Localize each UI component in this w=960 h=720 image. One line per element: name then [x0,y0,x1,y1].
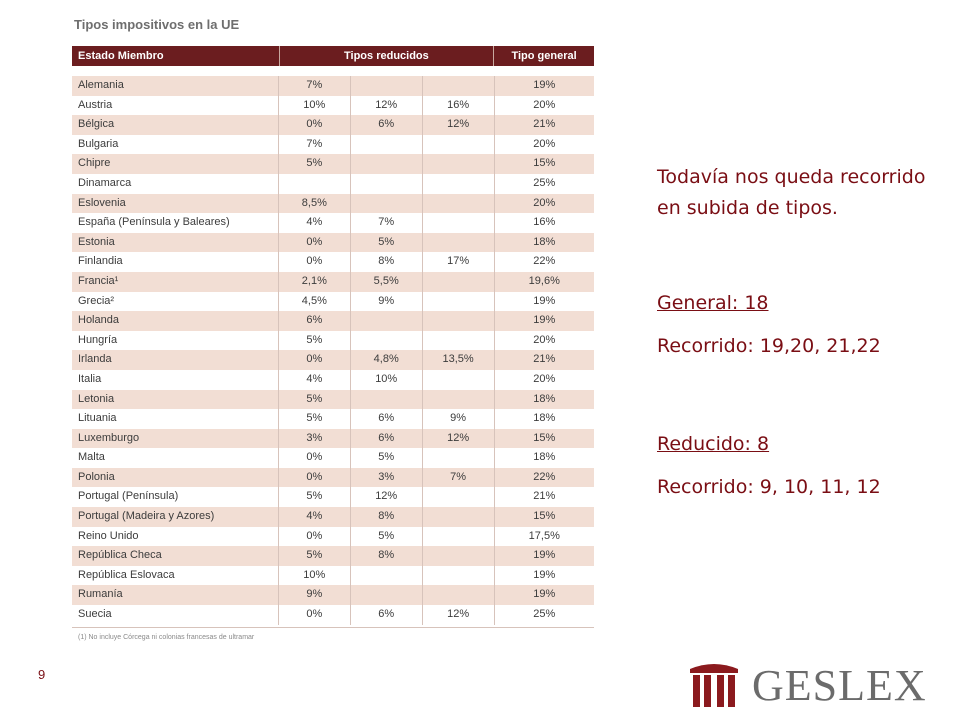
cell-reduced-2: 6% [351,429,423,449]
cell-reduced-2: 5,5% [351,272,423,292]
cell-state: Francia¹ [72,272,279,292]
cell-reduced-3 [423,233,495,253]
table-footnote: (1) No incluye Córcega ni colonias francesas de ultramar [78,633,255,641]
cell-reduced-1: 7% [279,135,351,155]
cell-reduced-2: 12% [351,487,423,507]
cell-reduced-3 [423,135,495,155]
table-row [72,585,594,605]
cell-reduced-3 [423,487,495,507]
cell-general: 18% [533,451,556,464]
notes-reduced-label: Reducido: 8 [657,433,770,455]
table-row [72,546,594,566]
notes-intro: Todavía nos queda recorrido en subida de tipos. [657,166,926,219]
cell-reduced-1: 0% [279,115,351,135]
cell-reduced-1: 5% [279,546,351,566]
cell-reduced-3 [423,390,495,410]
cell-reduced-1: 4,5% [279,292,351,312]
cell-state: Reino Unido [72,527,279,547]
cell-reduced-2 [351,390,423,410]
cell-state: Italia [72,370,279,390]
table-row [72,96,594,116]
cell-reduced-2: 5% [351,448,423,468]
cell-reduced-3 [423,194,495,214]
cell-general: 19,6% [528,274,560,287]
cell-state: Dinamarca [72,174,279,194]
cell-reduced-1: 0% [279,468,351,488]
cell-reduced-2: 10% [351,370,423,390]
cell-reduced-2: 12% [351,96,423,116]
cell-reduced-1: 7% [279,76,351,96]
cell-reduced-3 [423,272,495,292]
cell-general: 15% [533,157,556,170]
cell-reduced-3: 12% [423,115,495,135]
cell-general: 22% [533,255,556,268]
cell-reduced-3: 9% [423,409,495,429]
cell-general: 19% [533,549,556,562]
table-row [72,213,594,233]
cell-reduced-3: 17% [423,252,495,272]
cell-state: Malta [72,448,279,468]
table-row [72,487,594,507]
table-row [72,605,594,625]
cell-general: 21% [533,490,556,503]
header-reduced: Tipos reducidos [280,46,495,66]
cell-state: Bulgaria [72,135,279,155]
table-row [72,135,594,155]
cell-reduced-2: 8% [351,546,423,566]
cell-state: España (Península y Baleares) [72,213,279,233]
table-title: Tipos impositivos en la UE [74,17,240,32]
cell-reduced-3 [423,448,495,468]
table-row [72,76,594,96]
table-row [72,468,594,488]
table-row [72,311,594,331]
cell-state: Chipre [72,154,279,174]
cell-reduced-1: 0% [279,233,351,253]
cell-reduced-2 [351,135,423,155]
cell-state: Finlandia [72,252,279,272]
cell-reduced-1: 0% [279,252,351,272]
table-row [72,233,594,253]
cell-reduced-2 [351,174,423,194]
cell-reduced-2: 6% [351,115,423,135]
table-row [72,252,594,272]
cell-reduced-3: 12% [423,429,495,449]
cell-reduced-1: 5% [279,409,351,429]
cell-state: República Eslovaca [72,566,279,586]
cell-state: Portugal (Península) [72,487,279,507]
cell-state: Portugal (Madeira y Azores) [72,507,279,527]
cell-reduced-1: 5% [279,487,351,507]
cell-reduced-1: 0% [279,350,351,370]
cell-reduced-1: 4% [279,370,351,390]
notes-general-range: Recorrido: 19,20, 21,22 [657,335,881,357]
cell-general: 19% [533,79,556,91]
cell-reduced-1: 0% [279,448,351,468]
cell-reduced-3 [423,311,495,331]
cell-reduced-2: 8% [351,252,423,272]
cell-reduced-2: 5% [351,527,423,547]
table-row [72,390,594,410]
notes-general-label: General: 18 [657,292,769,314]
cell-reduced-3 [423,527,495,547]
cell-reduced-3 [423,566,495,586]
cell-reduced-2: 4,8% [351,350,423,370]
cell-state: Luxemburgo [72,429,279,449]
table-row [72,448,594,468]
cell-general: 15% [533,510,556,523]
cell-state: Eslovenia [72,194,279,214]
table-row [72,429,594,449]
table-body [72,76,594,625]
cell-general: 20% [533,333,556,346]
cell-state: Austria [72,96,279,116]
cell-reduced-3: 7% [423,468,495,488]
table-row [72,174,594,194]
cell-state: Polonia [72,468,279,488]
table-row [72,115,594,135]
cell-reduced-3: 16% [423,96,495,116]
notes-panel [657,162,947,503]
cell-reduced-2 [351,585,423,605]
cell-general: 21% [533,118,556,131]
cell-reduced-1: 8,5% [279,194,351,214]
cell-general: 20% [533,196,556,209]
cell-reduced-3: 12% [423,605,495,625]
table-row [72,507,594,527]
cell-reduced-3: 13,5% [423,350,495,370]
cell-general: 16% [533,216,556,229]
logo-text: GESLEX [752,661,927,710]
geslex-logo [688,660,927,712]
table-row [72,331,594,351]
cell-general: 17,5% [528,529,560,542]
cell-general: 25% [533,608,556,621]
cell-reduced-2 [351,331,423,351]
cell-general: 20% [533,372,556,385]
cell-state: República Checa [72,546,279,566]
cell-state: Rumanía [72,585,279,605]
cell-general: 25% [533,176,556,189]
cell-general: 15% [533,431,556,444]
cell-reduced-1: 4% [279,507,351,527]
table-row [72,292,594,312]
header-general: Tipo general [511,50,577,62]
cell-state: Irlanda [72,350,279,370]
cell-state: Alemania [72,76,279,96]
cell-reduced-2: 6% [351,605,423,625]
cell-reduced-2: 9% [351,292,423,312]
cell-general: 20% [533,137,556,150]
cell-state: Hungría [72,331,279,351]
cell-state: Estonia [72,233,279,253]
cell-reduced-1: 0% [279,605,351,625]
cell-reduced-1: 5% [279,154,351,174]
table-row [72,350,594,370]
table-header [72,46,594,66]
cell-general: 19% [533,294,556,307]
cell-reduced-2: 8% [351,507,423,527]
cell-reduced-2: 6% [351,409,423,429]
cell-reduced-3 [423,292,495,312]
cell-reduced-3 [423,174,495,194]
cell-reduced-1: 5% [279,390,351,410]
cell-general: 18% [533,392,556,405]
cell-general: 21% [533,353,556,366]
cell-state: Letonia [72,390,279,410]
cell-reduced-2 [351,311,423,331]
cell-reduced-3 [423,154,495,174]
table-row [72,272,594,292]
table-row [72,154,594,174]
cell-reduced-2: 5% [351,233,423,253]
cell-general: 19% [533,568,556,581]
cell-general: 20% [533,98,556,111]
cell-reduced-2 [351,76,423,96]
cell-reduced-1: 4% [279,213,351,233]
cell-reduced-2: 3% [351,468,423,488]
cell-reduced-1: 3% [279,429,351,449]
cell-reduced-3 [423,370,495,390]
page-number: 9 [38,667,46,682]
cell-general: 19% [533,314,556,327]
table-row [72,194,594,214]
cell-general: 22% [533,470,556,483]
cell-reduced-2: 7% [351,213,423,233]
cell-reduced-1: 9% [279,585,351,605]
cell-state: Grecia² [72,292,279,312]
table-row [72,370,594,390]
notes-reduced-range: Recorrido: 9, 10, 11, 12 [657,476,881,498]
cell-reduced-1: 5% [279,331,351,351]
cell-reduced-2 [351,566,423,586]
cell-reduced-3 [423,213,495,233]
cell-reduced-1: 0% [279,527,351,547]
table-row [72,566,594,586]
cell-reduced-3 [423,585,495,605]
table-row [72,409,594,429]
cell-reduced-3 [423,76,495,96]
cell-reduced-2 [351,154,423,174]
cell-reduced-3 [423,546,495,566]
table-row [72,527,594,547]
vat-rates-table [72,14,594,641]
cell-general: 19% [533,588,556,601]
cell-reduced-1 [279,174,351,194]
cell-state: Holanda [72,311,279,331]
cell-general: 18% [533,235,556,248]
cell-reduced-3 [423,507,495,527]
cell-reduced-1: 10% [279,566,351,586]
cell-reduced-1: 2,1% [279,272,351,292]
cell-reduced-1: 10% [279,96,351,116]
cell-reduced-2 [351,194,423,214]
cell-reduced-1: 6% [279,311,351,331]
cell-state: Bélgica [72,115,279,135]
cell-general: 18% [533,412,556,425]
cell-state: Suecia [72,605,279,625]
header-state: Estado Miembro [72,46,280,66]
column-pillars-icon [688,661,740,711]
cell-reduced-3 [423,331,495,351]
cell-state: Lituania [72,409,279,429]
